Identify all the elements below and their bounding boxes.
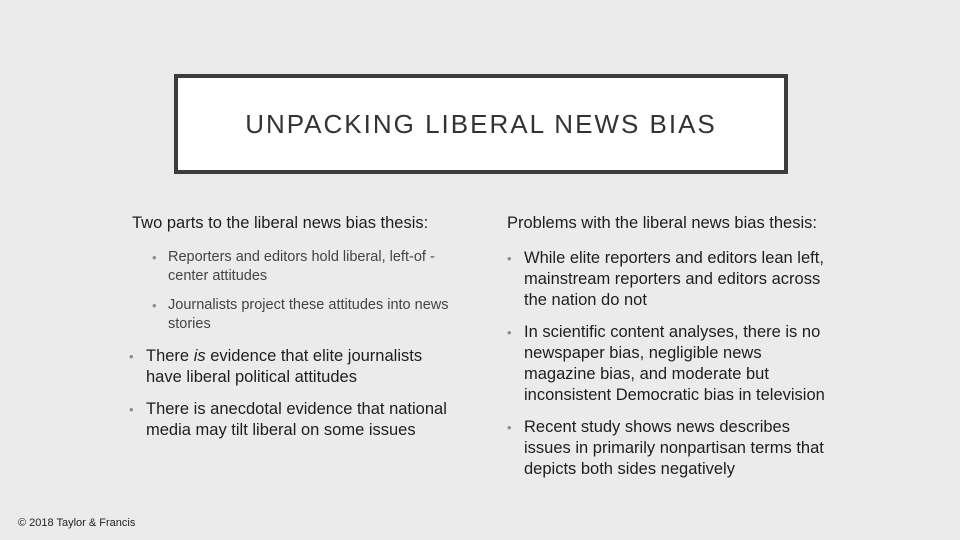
slide-title: UNPACKING LIBERAL NEWS BIAS <box>245 108 717 139</box>
left-bullet-list <box>129 346 462 441</box>
list-item: • Reporters and editors hold liberal, left-of -center attitudes <box>152 248 462 286</box>
list-item: • In scientific content analyses, there is no newspaper bias, negligible news magazine bias, and moderate but inconsistent Democratic bias in television <box>507 322 837 406</box>
left-column <box>132 213 462 452</box>
right-heading: Problems with the liberal news bias thesis: <box>507 214 817 232</box>
right-bullet-list <box>507 248 837 480</box>
bullet-text: evidence that elite journalists have liberal political attitudes <box>146 347 423 386</box>
copyright-footer: © 2018 Taylor & Francis <box>18 517 136 529</box>
list-item: • Journalists project these attitudes into news stories <box>152 296 462 334</box>
left-sub-list <box>152 248 462 334</box>
list-item: • Recent study shows news describes issues in primarily nonpartisan terms that depicts both sides negatively <box>507 417 837 480</box>
right-column <box>507 213 837 491</box>
left-heading: Two parts to the liberal news bias thesis: <box>132 214 429 232</box>
emphasis-text: is <box>193 347 206 365</box>
title-box <box>174 74 788 174</box>
list-item <box>129 346 462 388</box>
bullet-text: There <box>146 347 194 365</box>
list-item: • While elite reporters and editors lean left, mainstream reporters and editors across the nation do not <box>507 248 837 311</box>
list-item: • There is anecdotal evidence that national media may tilt liberal on some issues <box>129 399 462 441</box>
